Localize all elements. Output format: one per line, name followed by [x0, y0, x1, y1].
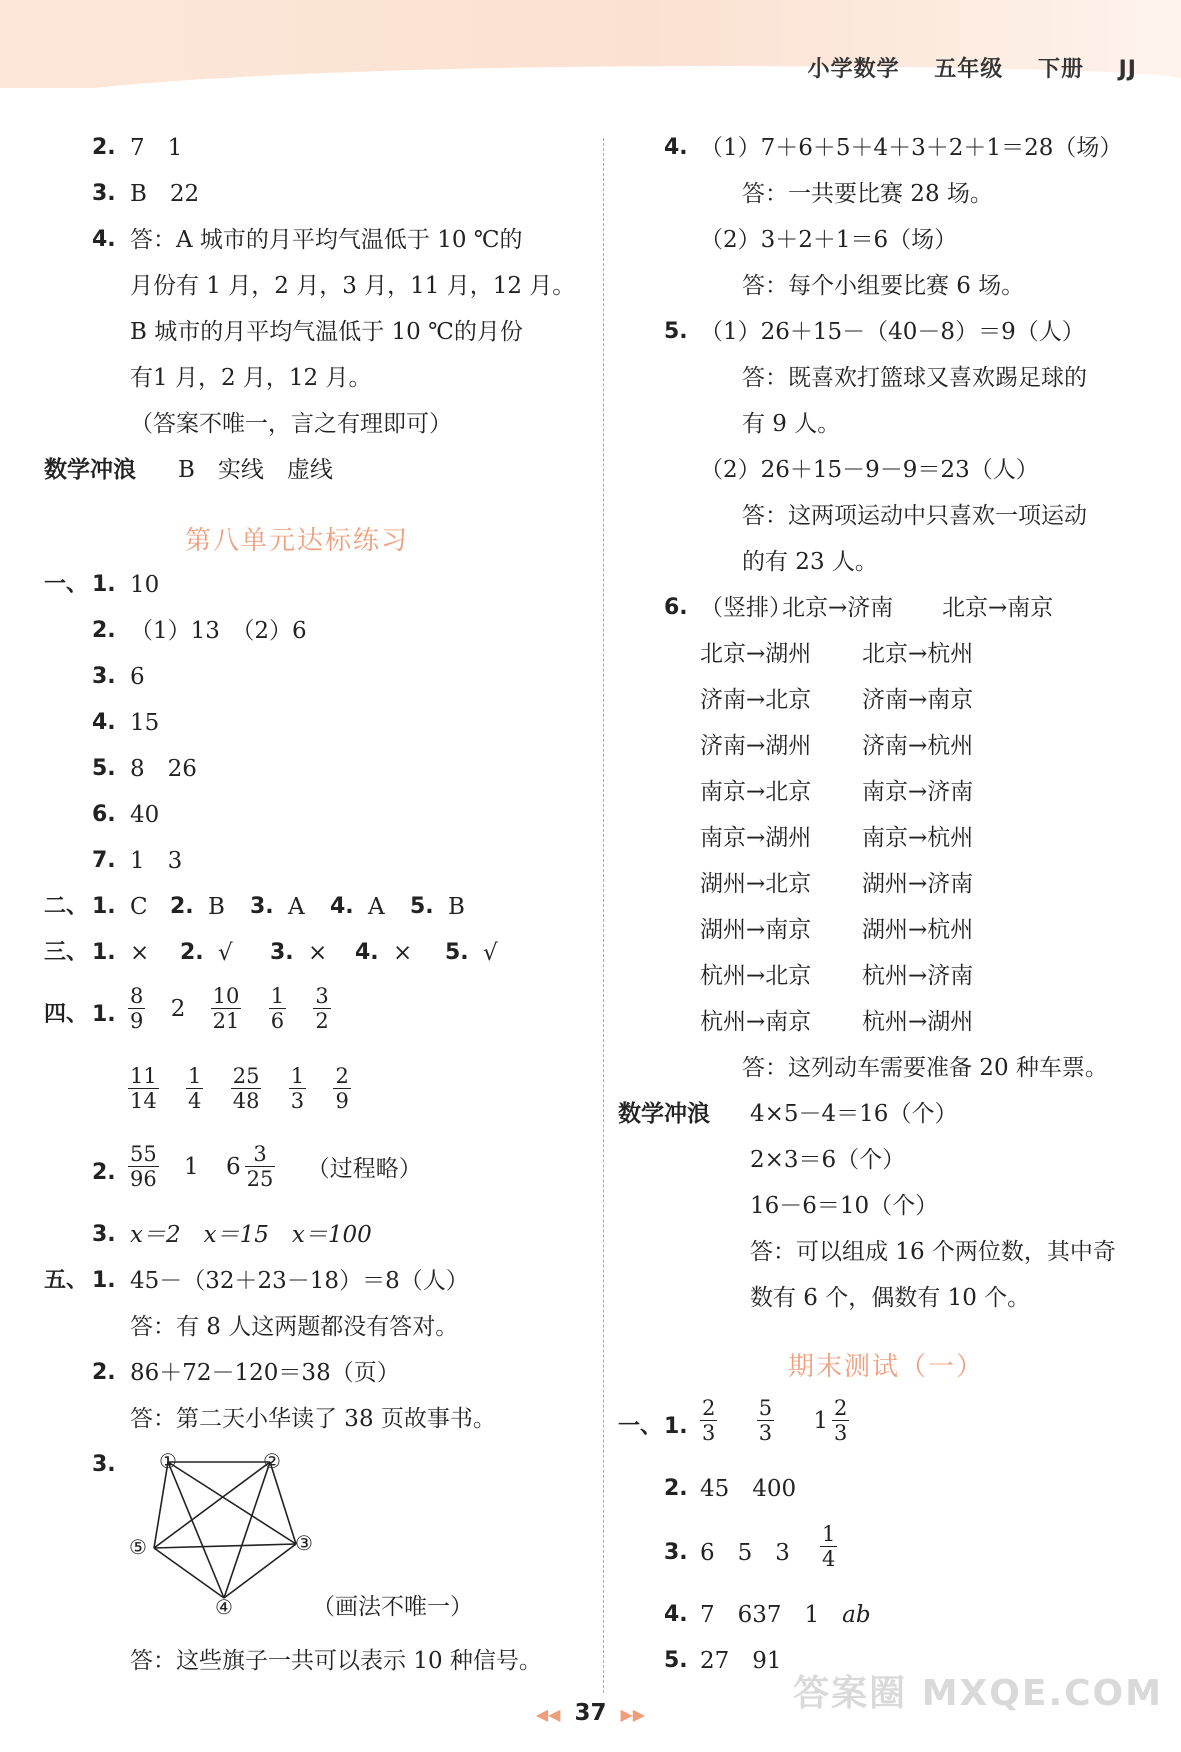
answer-note: （过程略）	[306, 1156, 422, 1182]
q-number: 1.	[92, 572, 116, 597]
fraction: $\frac{5}{3}$	[758, 1396, 773, 1445]
diagram-node-label: ③	[295, 1531, 313, 1555]
q-number: 5.	[664, 319, 688, 344]
fraction-row	[118, 1142, 422, 1191]
fraction: $\frac{10}{21}$	[212, 984, 240, 1033]
section-number: 一、	[44, 572, 89, 597]
answer-line: x＝2 x＝15 x＝100	[130, 1222, 372, 1248]
q-number: 7.	[92, 848, 116, 873]
q-number: 2.	[170, 894, 194, 919]
variable-expression: ab	[842, 1602, 871, 1628]
answer-value: ×	[130, 940, 150, 966]
q-number: 4.	[664, 135, 688, 160]
fraction: $\frac{2}{3}$	[834, 1396, 848, 1445]
answer-value: B	[448, 894, 465, 920]
q-number: 2.	[92, 1160, 116, 1185]
route-item: 湖州→杭州	[862, 917, 974, 943]
next-arrows-icon: ▶▶	[620, 1705, 646, 1724]
diagram-node-label: ①	[159, 1449, 177, 1473]
answer-line: B 实线 虚线	[178, 457, 333, 483]
route-item: 杭州→南京	[700, 1009, 812, 1035]
answer-line: B 城市的月平均气温低于 10 ℃的月份	[130, 319, 523, 345]
section-number: 四、	[44, 1002, 89, 1027]
diagram-edge	[270, 1462, 296, 1544]
answer-line: 45 400	[700, 1476, 797, 1502]
answer-line: 答：这些旗子一共可以表示 10 种信号。	[130, 1648, 542, 1674]
answer-line: 45－（32＋23－18）＝8（人）	[130, 1268, 469, 1294]
diagram-edge	[154, 1462, 270, 1548]
answer-note: （画法不唯一）	[312, 1594, 473, 1620]
pentagram-diagram	[118, 1440, 328, 1620]
answer-line: 的有 23 人。	[742, 549, 878, 575]
route-item: 济南→南京	[862, 687, 974, 713]
diagram-edge	[224, 1544, 296, 1598]
q-number: 3.	[92, 1222, 116, 1247]
answer-line: （竖排）	[700, 595, 792, 621]
prev-arrows-icon: ◀◀	[535, 1705, 561, 1724]
answer-line	[700, 1600, 871, 1630]
route-item: 北京→杭州	[862, 641, 974, 667]
answer-value: A	[368, 894, 385, 920]
answer-value: A	[288, 894, 305, 920]
answer-line: 4×5－4＝16（个）	[750, 1101, 958, 1127]
fraction: $\frac{11}{14}$	[130, 1064, 157, 1113]
page-number: 37	[574, 1700, 607, 1726]
q-number: 2.	[180, 940, 204, 965]
fraction: $\frac{1}{4}$	[188, 1064, 202, 1113]
section-number: 五、	[44, 1268, 89, 1293]
answer-line: 8 26	[130, 756, 197, 782]
q-number: 5.	[664, 1648, 688, 1673]
fraction: $\frac{1}{3}$	[290, 1064, 305, 1113]
section-number: 二、	[44, 894, 89, 919]
answer-line: 有1 月，2 月，12 月。	[130, 365, 372, 391]
answer-line: 答：第二天小华读了 38 页故事书。	[130, 1406, 496, 1432]
q-number: 4.	[330, 894, 354, 919]
answer-line: （1）13 （2）6	[130, 618, 307, 644]
answer-line: 答：这列动车需要准备 20 种车票。	[742, 1055, 1108, 1081]
q-number: 1.	[92, 1002, 116, 1027]
answer-line: （1）7＋6＋5＋4＋3＋2＋1＝28（场）	[700, 135, 1123, 161]
diagram-node-label: ⑤	[129, 1535, 147, 1559]
answer-line: 40	[130, 802, 160, 828]
diagram-edge	[224, 1462, 270, 1598]
answer-line: （2）3＋2＋1＝6（场）	[700, 227, 958, 253]
fraction-row	[118, 1064, 361, 1113]
q-number: 3.	[250, 894, 274, 919]
q-number: 5.	[410, 894, 434, 919]
answer-value: 2	[170, 995, 186, 1022]
route-item: 济南→湖州	[700, 733, 812, 759]
watermark-logo: 答案圈 MXQE.COM	[793, 1673, 1163, 1714]
answer-line: 10	[130, 572, 160, 598]
fraction: $\frac{1}{6}$	[270, 984, 285, 1033]
header-edition: JJ	[1118, 57, 1137, 82]
q-number: 3.	[270, 940, 294, 965]
answer-line: 16－6＝10（个）	[750, 1193, 939, 1219]
fraction-row	[810, 1522, 847, 1571]
q-number: 4.	[355, 940, 379, 965]
q-number: 3.	[664, 1540, 688, 1565]
diagram-node-label: ④	[215, 1595, 233, 1619]
answer-line: 答：既喜欢打篮球又喜欢踢足球的	[742, 365, 1087, 391]
answer-line: 月份有 1 月，2 月，3 月，11 月，12 月。	[130, 273, 576, 299]
route-item: 杭州→湖州	[862, 1009, 974, 1035]
header-grade: 五年级	[934, 57, 1004, 82]
column-divider	[603, 138, 604, 1693]
q-number: 5.	[92, 756, 116, 781]
answer-line: 答：可以组成 16 个两位数，其中奇	[750, 1239, 1116, 1265]
answer-line: 答：每个小组要比赛 6 场。	[742, 273, 1025, 299]
route-item: 湖州→北京	[700, 871, 812, 897]
answer-line: 86＋72－120＝38（页）	[130, 1360, 400, 1386]
answer-line: 1 3	[130, 848, 183, 874]
q-number: 3.	[92, 664, 116, 689]
answer-line: 7 1	[130, 135, 183, 161]
q-number: 2.	[92, 135, 116, 160]
route-item: 杭州→北京	[700, 963, 812, 989]
answer-value: B	[208, 894, 225, 920]
answer-line: 15	[130, 710, 160, 736]
diagram-edge	[168, 1462, 296, 1544]
fraction: $\frac{8}{9}$	[130, 984, 144, 1033]
q-number: 1.	[664, 1414, 688, 1439]
answer-line: 2×3＝6（个）	[750, 1147, 906, 1173]
fraction: $\frac{3}{25}$	[246, 1142, 274, 1191]
answer-value: C	[130, 894, 148, 920]
answer-line: （1）26＋15－（40－8）＝9（人）	[700, 319, 1085, 345]
fraction: $\frac{2}{9}$	[335, 1064, 349, 1113]
route-item: 湖州→济南	[862, 871, 974, 897]
q-number: 1.	[92, 894, 116, 919]
q-number: 3.	[92, 1452, 116, 1477]
answer-line: （答案不唯一，言之有理即可）	[130, 411, 452, 437]
route-item: 杭州→济南	[862, 963, 974, 989]
fraction: $\frac{55}{96}$	[130, 1142, 157, 1191]
answer-line: 6 5 3	[700, 1540, 790, 1566]
answer-value: ×	[393, 940, 413, 966]
section-number: 一、	[618, 1414, 663, 1439]
answer-line: 答：有 8 人这两题都没有答对。	[130, 1314, 459, 1340]
answer-line: （2）26＋15－9－9＝23（人）	[700, 457, 1039, 483]
answer-value: 1	[813, 1407, 829, 1434]
answer-line: 答：这两项运动中只喜欢一项运动	[742, 503, 1087, 529]
section-number: 三、	[44, 940, 89, 965]
answer-value: √	[218, 940, 233, 966]
fraction: $\frac{3}{2}$	[315, 984, 329, 1033]
route-item: 南京→杭州	[862, 825, 974, 851]
answer-line: B 22	[130, 181, 200, 207]
fraction: $\frac{25}{48}$	[232, 1064, 260, 1113]
route-item: 南京→济南	[862, 779, 974, 805]
fraction-row	[118, 984, 341, 1033]
answer-line: 答：A 城市的月平均气温低于 10 ℃的	[130, 227, 523, 253]
answer-line: 数有 6 个，偶数有 10 个。	[750, 1285, 1031, 1311]
q-number: 4.	[664, 1602, 688, 1627]
q-number: 4.	[92, 710, 116, 735]
answer-line: 答：一共要比赛 28 场。	[742, 181, 993, 207]
math-surf-label: 数学冲浪	[44, 457, 136, 483]
q-number: 6.	[92, 802, 116, 827]
diagram-edge	[154, 1544, 296, 1548]
answer-line: 有 9 人。	[742, 411, 841, 437]
q-number: 5.	[445, 940, 469, 965]
diagram-edge	[154, 1462, 168, 1548]
section-heading: 期末测试（一）	[788, 1352, 985, 1382]
header-subject: 小学数学	[807, 57, 900, 82]
q-number: 2.	[92, 618, 116, 643]
q-number: 6.	[664, 595, 688, 620]
answer-value: √	[483, 940, 498, 966]
q-number: 1.	[92, 1268, 116, 1293]
answer-line: 6	[130, 664, 145, 690]
fraction: $\frac{2}{3}$	[702, 1396, 716, 1445]
q-number: 4.	[92, 227, 116, 252]
route-item: 南京→湖州	[700, 825, 812, 851]
route-item: 北京→济南	[782, 595, 894, 621]
answer-line: 27 91	[700, 1648, 782, 1674]
section-heading: 第八单元达标练习	[185, 526, 410, 556]
q-number: 3.	[92, 181, 116, 206]
q-number: 1.	[92, 940, 116, 965]
page-header	[782, 52, 1137, 83]
route-item: 济南→北京	[700, 687, 812, 713]
answer-value: 1	[184, 1153, 199, 1180]
q-number: 2.	[92, 1360, 116, 1385]
fraction-row	[690, 1396, 859, 1445]
answer-value: ×	[308, 940, 328, 966]
fraction: $\frac{1}{4}$	[822, 1522, 836, 1571]
route-item: 北京→南京	[942, 595, 1054, 621]
route-item: 济南→杭州	[862, 733, 974, 759]
route-item: 南京→北京	[700, 779, 812, 805]
header-volume: 下册	[1037, 57, 1084, 82]
route-item: 湖州→南京	[700, 917, 812, 943]
diagram-node-label: ②	[263, 1449, 281, 1473]
answer-value: 6	[226, 1153, 241, 1180]
answer-values: 7 637 1	[700, 1602, 843, 1628]
math-surf-label: 数学冲浪	[618, 1101, 710, 1127]
route-item: 北京→湖州	[700, 641, 812, 667]
q-number: 2.	[664, 1476, 688, 1501]
